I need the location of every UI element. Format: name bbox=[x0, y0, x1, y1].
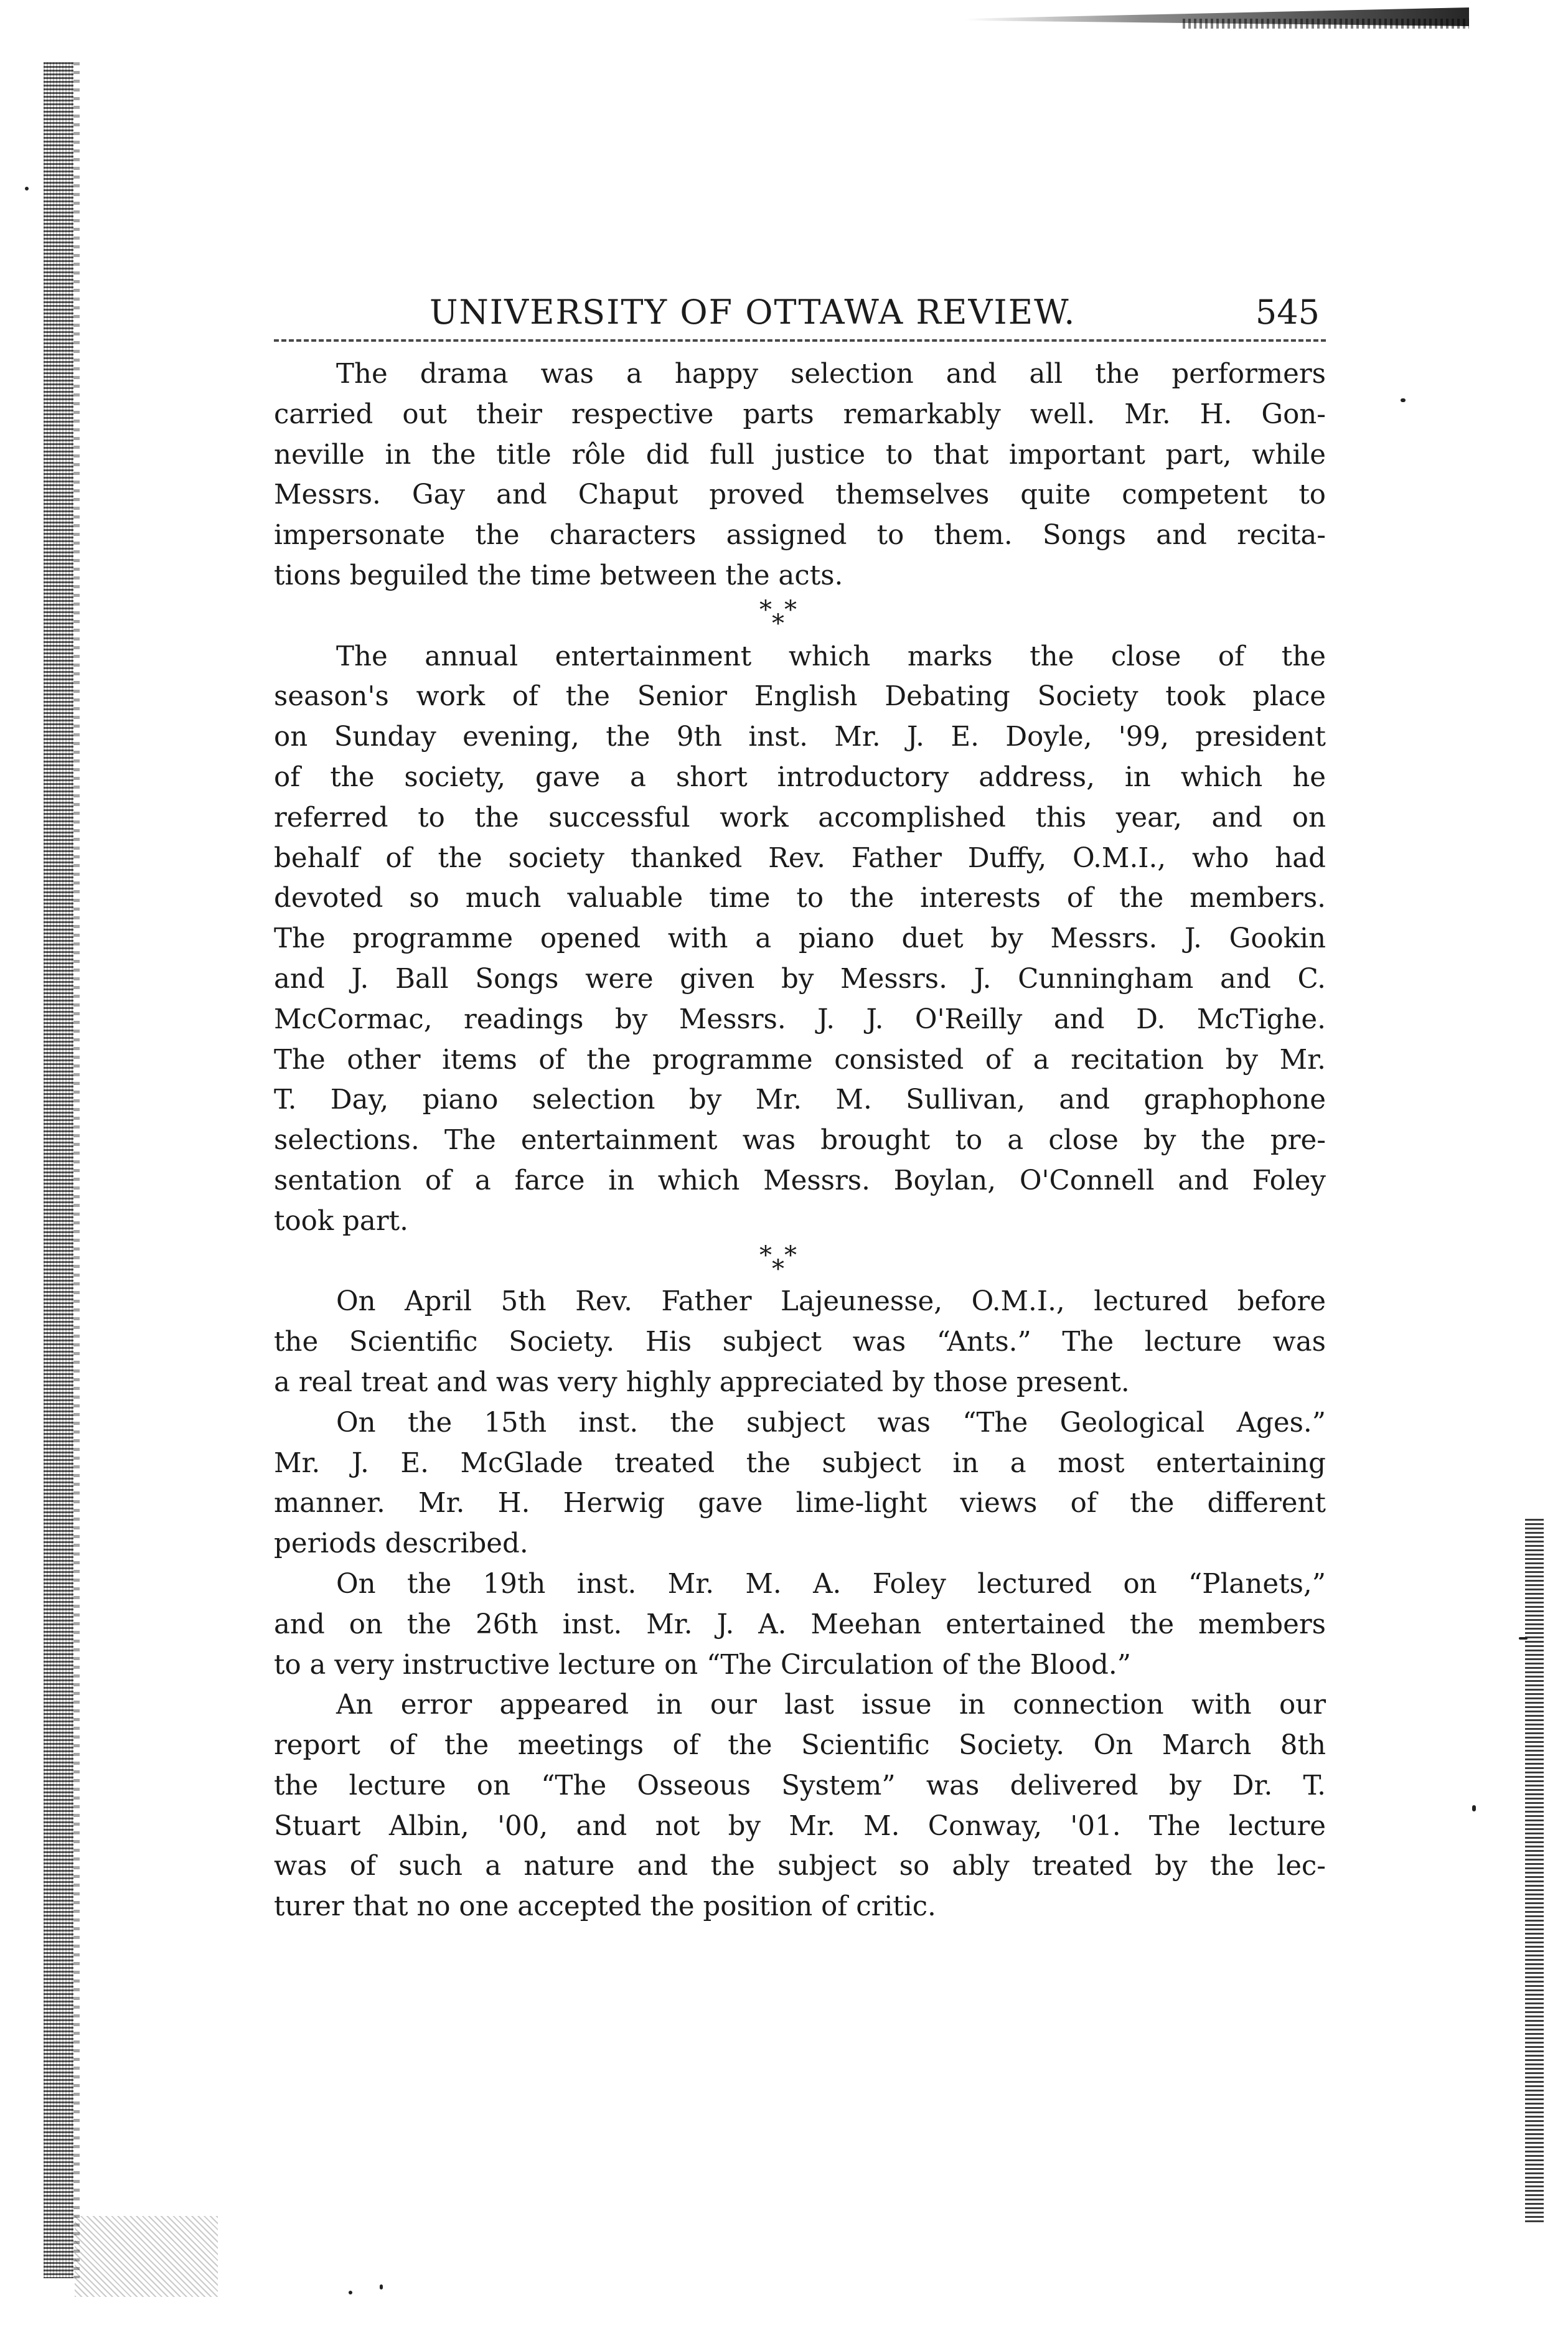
running-head bbox=[274, 293, 1326, 332]
binding-shadow bbox=[44, 62, 73, 2278]
paragraph bbox=[274, 1564, 1326, 1685]
scan-speck bbox=[349, 2291, 352, 2294]
running-title: UNIVERSITY OF OTTAWA REVIEW. bbox=[430, 293, 1076, 332]
text-line: report of the meetings of the Scientific Society. On March 8th bbox=[274, 1730, 1326, 1762]
asterism-star: * bbox=[759, 1241, 772, 1270]
text-line: tions beguiled the time between the acts. bbox=[274, 560, 843, 591]
asterism-star: * bbox=[759, 595, 772, 624]
text-line: The drama was a happy selection and all the performers bbox=[336, 359, 1326, 390]
text-line: carried out their respective parts remarkably well. Mr. H. Gon- bbox=[274, 398, 1326, 430]
paragraph bbox=[274, 1282, 1326, 1402]
header-rule bbox=[274, 339, 1326, 342]
text-line: devoted so much valuable time to the interests of the members. bbox=[274, 883, 1326, 914]
text-line: McCormac, readings by Messrs. J. J. O'Reilly and D. McTighe. bbox=[274, 1003, 1326, 1035]
text-line: Stuart Albin, '00, and not by Mr. M. Conway, '01. The lecture bbox=[274, 1810, 1326, 1842]
scan-smudge bbox=[75, 2216, 218, 2297]
article-body bbox=[274, 354, 1326, 1927]
text-line: and J. Ball Songs were given by Messrs. J. Cunningham and C. bbox=[274, 963, 1326, 995]
text-line: neville in the title rôle did full justice to that important part, while bbox=[274, 439, 1326, 471]
text-line: An error appeared in our last issue in connection with our bbox=[336, 1689, 1326, 1721]
text-line: season's work of the Senior English Debating Society took place bbox=[274, 681, 1326, 713]
text-line: of the society, gave a short introductory address, in which he bbox=[274, 761, 1326, 793]
text-line: The other items of the programme consisted of a recitation by Mr. bbox=[274, 1044, 1326, 1076]
section-asterism bbox=[274, 1242, 1326, 1282]
text-line: Mr. J. E. McGlade treated the subject in a most entertaining bbox=[274, 1447, 1326, 1479]
scan-speck bbox=[1472, 1805, 1476, 1811]
scan-speck bbox=[380, 2284, 383, 2289]
text-line: took part. bbox=[274, 1205, 408, 1237]
page-number: 545 bbox=[1255, 293, 1320, 332]
paragraph bbox=[274, 637, 1326, 1242]
text-line: on Sunday evening, the 9th inst. Mr. J. E. Doyle, '99, president bbox=[274, 721, 1326, 753]
asterism-star: * bbox=[784, 595, 797, 624]
scan-streak-texture bbox=[1183, 19, 1469, 29]
text-line: T. Day, piano selection by Mr. M. Sullivan, and graphophone bbox=[274, 1084, 1326, 1116]
asterism-star: * bbox=[772, 1254, 784, 1284]
text-line: to a very instructive lecture on “The Circulation of the Blood.” bbox=[274, 1649, 1131, 1681]
text-line: the lecture on “The Osseous System” was delivered by Dr. T. bbox=[274, 1770, 1326, 1801]
text-line: The annual entertainment which marks the close of the bbox=[336, 641, 1326, 672]
text-line: periods described. bbox=[274, 1528, 528, 1560]
text-line: a real treat and was very highly appreciated by those present. bbox=[274, 1366, 1130, 1398]
text-line: the Scientific Society. His subject was “Ants.” The lecture was bbox=[274, 1326, 1326, 1358]
paragraph bbox=[274, 1685, 1326, 1927]
text-line: impersonate the characters assigned to them. Songs and recita- bbox=[274, 520, 1326, 552]
paragraph bbox=[274, 354, 1326, 596]
text-line: Messrs. Gay and Chaput proved themselves quite competent to bbox=[274, 479, 1326, 511]
text-line: behalf of the society thanked Rev. Father Duffy, O.M.I., who had bbox=[274, 842, 1326, 874]
text-line: On the 19th inst. Mr. M. A. Foley lectured on “Planets,” bbox=[336, 1568, 1326, 1600]
text-line: selections. The entertainment was brought to a close by the pre- bbox=[274, 1125, 1326, 1157]
text-line: turer that no one accepted the position of critic. bbox=[274, 1891, 936, 1923]
paragraph bbox=[274, 1403, 1326, 1564]
text-line: manner. Mr. H. Herwig gave lime-light views of the different bbox=[274, 1488, 1326, 1519]
asterism-star: * bbox=[772, 609, 784, 638]
binding-edge bbox=[73, 62, 80, 2278]
text-line: was of such a nature and the subject so ably treated by the lec- bbox=[274, 1851, 1326, 1882]
asterism-star: * bbox=[784, 1241, 797, 1270]
section-asterism bbox=[274, 596, 1326, 637]
text-line: On the 15th inst. the subject was “The Geological Ages.” bbox=[336, 1407, 1326, 1439]
scan-speck bbox=[1519, 1637, 1528, 1640]
text-line: On April 5th Rev. Father Lajeunesse, O.M.I., lectured before bbox=[336, 1286, 1326, 1318]
text-line: sentation of a farce in which Messrs. Boylan, O'Connell and Foley bbox=[274, 1165, 1326, 1196]
scan-edge-marks bbox=[1525, 1519, 1544, 2222]
text-line: The programme opened with a piano duet by Messrs. J. Gookin bbox=[274, 923, 1326, 955]
journal-page bbox=[274, 293, 1326, 1927]
text-line: referred to the successful work accomplished this year, and on bbox=[274, 802, 1326, 833]
scan-speck bbox=[1401, 398, 1406, 402]
scan-speck bbox=[25, 187, 29, 190]
text-line: and on the 26th inst. Mr. J. A. Meehan entertained the members bbox=[274, 1608, 1326, 1640]
